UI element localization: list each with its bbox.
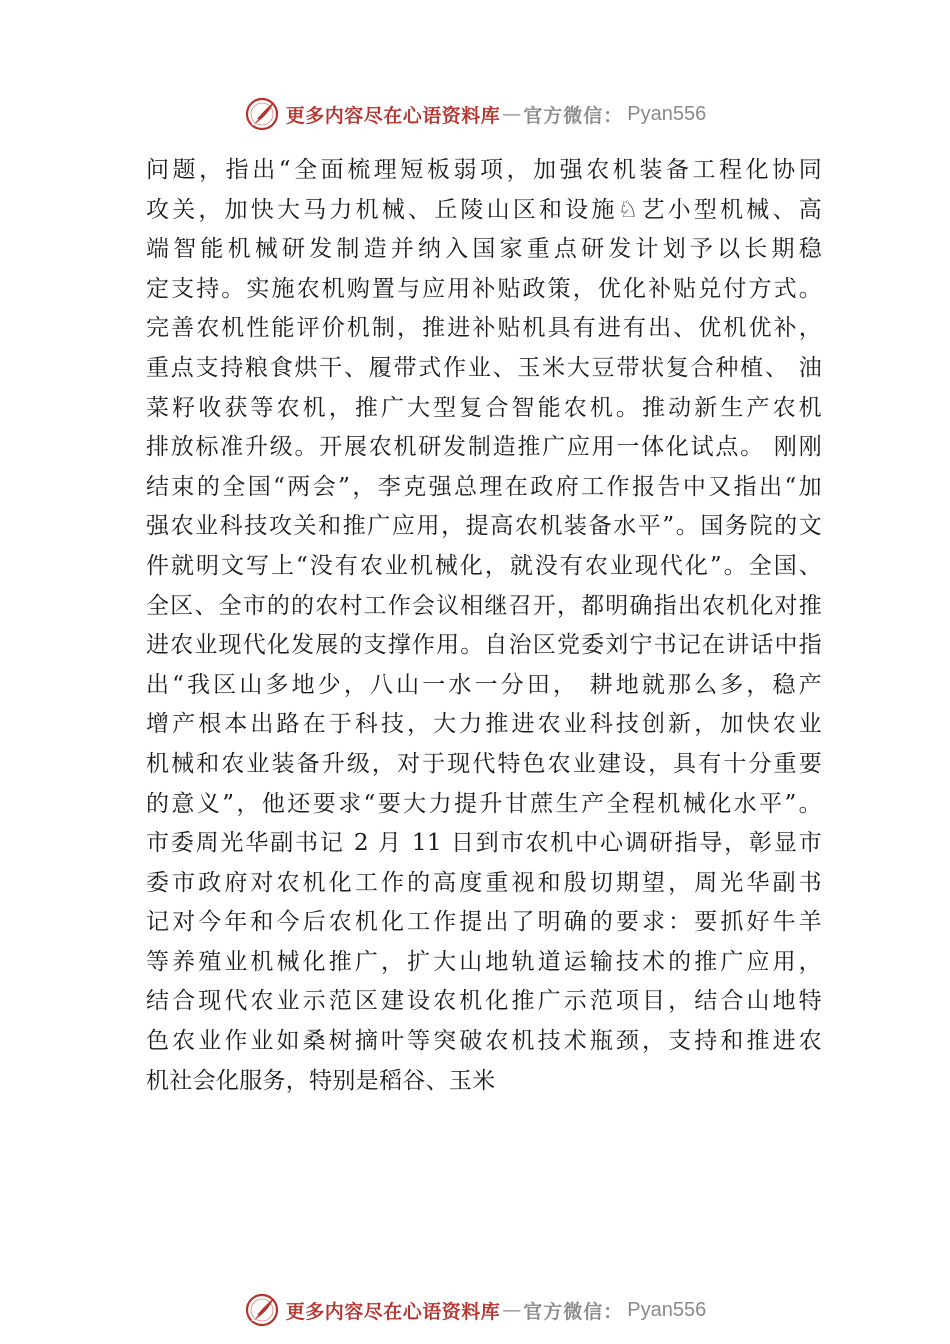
header-banner bbox=[0, 94, 950, 134]
body-text-line: 攻关，加快大马力机械、丘陵山区和设施♘艺小型机械、高 bbox=[146, 196, 822, 223]
feather-pen-logo-icon bbox=[244, 96, 280, 132]
header-wechat-label: 官方微信： bbox=[523, 104, 624, 127]
body-text-line: 进农业现代化发展的支撑作用。自治区党委刘宁书记在讲话中指 bbox=[146, 632, 822, 659]
footer-wechat-label: 官方微信： bbox=[523, 1300, 624, 1323]
feather-pen-logo-icon bbox=[244, 1292, 280, 1328]
body-text-line: 重点支持粮食烘干、履带式作业、玉米大豆带状复合种植、 油 bbox=[146, 354, 822, 381]
body-text-line: 增产根本出路在于科技，大力推进农业科技创新，加快农业 bbox=[146, 711, 822, 738]
body-text-line: 机社会化服务，特别是稻谷、玉米 bbox=[146, 1067, 496, 1094]
body-text-line: 端智能机械研发制造并纳入国家重点研发计划予以长期稳 bbox=[146, 236, 822, 263]
body-text-line: 委市政府对农机化工作的高度重视和殷切期望，周光华副书 bbox=[146, 869, 822, 896]
body-text-line: 记对今年和今后农机化工作提出了明确的要求：要抓好牛羊 bbox=[146, 909, 822, 936]
document-body bbox=[146, 151, 822, 1101]
body-text-line: 出“我区山多地少，八山一水一分田， 耕地就那么多，稳产 bbox=[146, 671, 822, 698]
body-text-line: 的意义”，他还要求“要大力提升甘蔗生产全程机械化水平”。 bbox=[146, 790, 822, 817]
body-text-line: 强农业科技攻关和推广应用，提高农机装备水平”。国务院的文 bbox=[146, 513, 822, 540]
body-text-line: 定支持。实施农机购置与应用补贴政策，优化补贴兑付方式。 bbox=[146, 275, 822, 302]
header-slogan: 更多内容尽在心语资料库 bbox=[285, 104, 501, 127]
body-text-line: 件就明文写上“没有农业机械化，就没有农业现代化”。全国、 bbox=[146, 552, 822, 579]
footer-banner bbox=[0, 1290, 950, 1330]
body-text-line: 色农业作业如桑树摘叶等突破农机技术瓶颈，支持和推进农 bbox=[146, 1028, 822, 1055]
footer-dash: — bbox=[502, 1299, 522, 1321]
body-text-line: 问题，指出“全面梳理短板弱项，加强农机装备工程化协同 bbox=[146, 157, 822, 183]
header-dash: — bbox=[502, 103, 522, 125]
body-text-line: 全区、全市的的农村工作会议相继召开，都明确指出农机化对推 bbox=[146, 592, 822, 619]
body-text-line: 排放标准升级。开展农机研发制造推广应用一体化试点。 刚刚 bbox=[146, 434, 822, 461]
header-wechat-id: Pyan556 bbox=[627, 102, 707, 125]
body-text-line: 等养殖业机械化推广，扩大山地轨道运输技术的推广应用， bbox=[146, 948, 822, 975]
body-text-line: 完善农机性能评价机制，推进补贴机具有进有出、优机优补， bbox=[146, 315, 822, 342]
body-text-line: 机械和农业装备升级，对于现代特色农业建设，具有十分重要 bbox=[146, 750, 822, 777]
body-text-line: 结合现代农业示范区建设农机化推广示范项目，结合山地特 bbox=[146, 988, 822, 1015]
body-text-line: 菜籽收获等农机，推广大型复合智能农机。推动新生产农机 bbox=[146, 394, 822, 421]
body-text-line: 结束的全国“两会”，李克强总理在政府工作报告中又指出“加 bbox=[146, 473, 822, 500]
footer-wechat-id: Pyan556 bbox=[627, 1298, 707, 1321]
body-text-line: 市委周光华副书记 2 月 11 日到市农机中心调研指导，彰显市 bbox=[146, 830, 822, 857]
footer-slogan: 更多内容尽在心语资料库 bbox=[285, 1300, 501, 1323]
